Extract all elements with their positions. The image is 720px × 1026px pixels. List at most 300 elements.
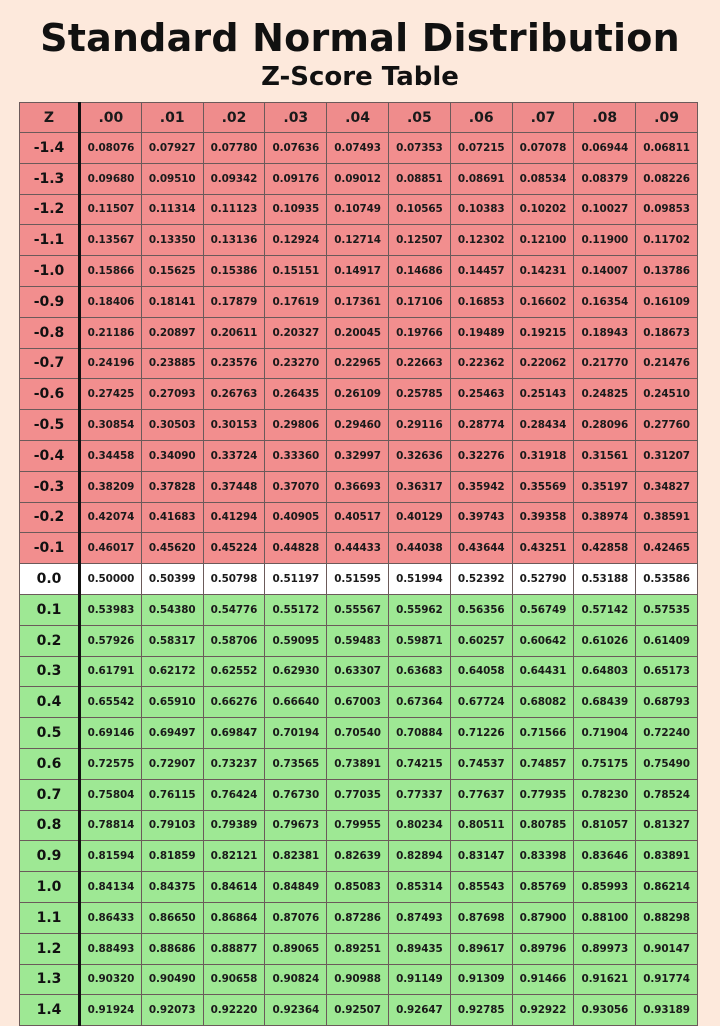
column-header: .03 xyxy=(265,103,327,133)
probability-cell: 0.16602 xyxy=(512,286,574,317)
probability-cell: 0.89251 xyxy=(327,933,389,964)
probability-cell: 0.83398 xyxy=(512,841,574,872)
z-score-table xyxy=(19,102,698,1026)
probability-cell: 0.85083 xyxy=(327,872,389,903)
probability-cell: 0.88686 xyxy=(141,933,203,964)
probability-cell: 0.37828 xyxy=(141,471,203,502)
probability-cell: 0.16853 xyxy=(450,286,512,317)
probability-cell: 0.79673 xyxy=(265,810,327,841)
probability-cell: 0.51197 xyxy=(265,564,327,595)
probability-cell: 0.24510 xyxy=(636,379,698,410)
z-value-cell: -1.1 xyxy=(20,225,80,256)
z-value-cell: 1.0 xyxy=(20,872,80,903)
probability-cell: 0.15151 xyxy=(265,256,327,287)
probability-cell: 0.70194 xyxy=(265,718,327,749)
probability-cell: 0.76115 xyxy=(141,779,203,810)
probability-cell: 0.22965 xyxy=(327,348,389,379)
probability-cell: 0.25785 xyxy=(388,379,450,410)
probability-cell: 0.91149 xyxy=(388,964,450,995)
probability-cell: 0.40129 xyxy=(388,502,450,533)
probability-cell: 0.14686 xyxy=(388,256,450,287)
probability-cell: 0.39743 xyxy=(450,502,512,533)
table-row xyxy=(20,995,698,1026)
probability-cell: 0.57926 xyxy=(80,625,142,656)
probability-cell: 0.14231 xyxy=(512,256,574,287)
probability-cell: 0.73237 xyxy=(203,748,265,779)
z-value-cell: -0.9 xyxy=(20,286,80,317)
probability-cell: 0.27425 xyxy=(80,379,142,410)
probability-cell: 0.18673 xyxy=(636,317,698,348)
column-header: .00 xyxy=(80,103,142,133)
probability-cell: 0.09176 xyxy=(265,163,327,194)
probability-cell: 0.30503 xyxy=(141,410,203,441)
probability-cell: 0.14457 xyxy=(450,256,512,287)
probability-cell: 0.16354 xyxy=(574,286,636,317)
probability-cell: 0.74857 xyxy=(512,748,574,779)
probability-cell: 0.50399 xyxy=(141,564,203,595)
probability-cell: 0.82894 xyxy=(388,841,450,872)
probability-cell: 0.17879 xyxy=(203,286,265,317)
probability-cell: 0.12507 xyxy=(388,225,450,256)
probability-cell: 0.65910 xyxy=(141,687,203,718)
probability-cell: 0.61791 xyxy=(80,656,142,687)
table-body xyxy=(20,133,698,1026)
probability-cell: 0.82381 xyxy=(265,841,327,872)
table-row xyxy=(20,656,698,687)
probability-cell: 0.91621 xyxy=(574,964,636,995)
table-row xyxy=(20,748,698,779)
z-value-cell: -0.8 xyxy=(20,317,80,348)
table-row xyxy=(20,163,698,194)
z-value-cell: -1.0 xyxy=(20,256,80,287)
probability-cell: 0.62552 xyxy=(203,656,265,687)
probability-cell: 0.15386 xyxy=(203,256,265,287)
probability-cell: 0.27760 xyxy=(636,410,698,441)
probability-cell: 0.06811 xyxy=(636,133,698,164)
probability-cell: 0.11702 xyxy=(636,225,698,256)
probability-cell: 0.66276 xyxy=(203,687,265,718)
probability-cell: 0.77337 xyxy=(388,779,450,810)
probability-cell: 0.29806 xyxy=(265,410,327,441)
probability-cell: 0.08691 xyxy=(450,163,512,194)
probability-cell: 0.08076 xyxy=(80,133,142,164)
probability-cell: 0.67003 xyxy=(327,687,389,718)
probability-cell: 0.84134 xyxy=(80,872,142,903)
table-row xyxy=(20,256,698,287)
probability-cell: 0.61409 xyxy=(636,625,698,656)
probability-cell: 0.87698 xyxy=(450,902,512,933)
table-row xyxy=(20,286,698,317)
table-row xyxy=(20,379,698,410)
probability-cell: 0.71226 xyxy=(450,718,512,749)
probability-cell: 0.21476 xyxy=(636,348,698,379)
table-row xyxy=(20,225,698,256)
probability-cell: 0.91924 xyxy=(80,995,142,1026)
probability-cell: 0.85993 xyxy=(574,872,636,903)
probability-cell: 0.11123 xyxy=(203,194,265,225)
z-value-cell: 0.0 xyxy=(20,564,80,595)
probability-cell: 0.09680 xyxy=(80,163,142,194)
probability-cell: 0.78524 xyxy=(636,779,698,810)
probability-cell: 0.18943 xyxy=(574,317,636,348)
probability-cell: 0.19215 xyxy=(512,317,574,348)
z-value-cell: -1.4 xyxy=(20,133,80,164)
probability-cell: 0.15866 xyxy=(80,256,142,287)
table-row xyxy=(20,964,698,995)
probability-cell: 0.42858 xyxy=(574,533,636,564)
probability-cell: 0.54776 xyxy=(203,594,265,625)
probability-cell: 0.88298 xyxy=(636,902,698,933)
table-row xyxy=(20,687,698,718)
probability-cell: 0.80785 xyxy=(512,810,574,841)
probability-cell: 0.09342 xyxy=(203,163,265,194)
z-value-cell: -0.3 xyxy=(20,471,80,502)
probability-cell: 0.64058 xyxy=(450,656,512,687)
probability-cell: 0.90147 xyxy=(636,933,698,964)
probability-cell: 0.39358 xyxy=(512,502,574,533)
probability-cell: 0.87286 xyxy=(327,902,389,933)
z-value-cell: 1.1 xyxy=(20,902,80,933)
probability-cell: 0.55567 xyxy=(327,594,389,625)
probability-cell: 0.17106 xyxy=(388,286,450,317)
probability-cell: 0.16109 xyxy=(636,286,698,317)
probability-cell: 0.26763 xyxy=(203,379,265,410)
z-value-cell: -1.2 xyxy=(20,194,80,225)
probability-cell: 0.52790 xyxy=(512,564,574,595)
z-column-header: Z xyxy=(20,103,80,133)
z-value-cell: 0.2 xyxy=(20,625,80,656)
probability-cell: 0.56356 xyxy=(450,594,512,625)
probability-cell: 0.89435 xyxy=(388,933,450,964)
probability-cell: 0.50000 xyxy=(80,564,142,595)
probability-cell: 0.09510 xyxy=(141,163,203,194)
probability-cell: 0.08226 xyxy=(636,163,698,194)
probability-cell: 0.10565 xyxy=(388,194,450,225)
probability-cell: 0.23576 xyxy=(203,348,265,379)
probability-cell: 0.83147 xyxy=(450,841,512,872)
table-row xyxy=(20,410,698,441)
column-header: .05 xyxy=(388,103,450,133)
probability-cell: 0.60642 xyxy=(512,625,574,656)
probability-cell: 0.53983 xyxy=(80,594,142,625)
probability-cell: 0.69497 xyxy=(141,718,203,749)
probability-cell: 0.68793 xyxy=(636,687,698,718)
probability-cell: 0.67724 xyxy=(450,687,512,718)
probability-cell: 0.11314 xyxy=(141,194,203,225)
probability-cell: 0.12714 xyxy=(327,225,389,256)
probability-cell: 0.12302 xyxy=(450,225,512,256)
probability-cell: 0.51994 xyxy=(388,564,450,595)
probability-cell: 0.79103 xyxy=(141,810,203,841)
probability-cell: 0.66640 xyxy=(265,687,327,718)
probability-cell: 0.29460 xyxy=(327,410,389,441)
probability-cell: 0.38974 xyxy=(574,502,636,533)
z-value-cell: -0.5 xyxy=(20,410,80,441)
probability-cell: 0.33724 xyxy=(203,440,265,471)
probability-cell: 0.92647 xyxy=(388,995,450,1026)
table-row xyxy=(20,810,698,841)
probability-cell: 0.07078 xyxy=(512,133,574,164)
probability-cell: 0.75490 xyxy=(636,748,698,779)
probability-cell: 0.87076 xyxy=(265,902,327,933)
probability-cell: 0.32997 xyxy=(327,440,389,471)
probability-cell: 0.87900 xyxy=(512,902,574,933)
probability-cell: 0.32636 xyxy=(388,440,450,471)
probability-cell: 0.08379 xyxy=(574,163,636,194)
probability-cell: 0.59095 xyxy=(265,625,327,656)
probability-cell: 0.14917 xyxy=(327,256,389,287)
probability-cell: 0.71904 xyxy=(574,718,636,749)
z-value-cell: -0.2 xyxy=(20,502,80,533)
probability-cell: 0.78814 xyxy=(80,810,142,841)
probability-cell: 0.84614 xyxy=(203,872,265,903)
probability-cell: 0.70540 xyxy=(327,718,389,749)
probability-cell: 0.55962 xyxy=(388,594,450,625)
table-row xyxy=(20,625,698,656)
probability-cell: 0.07780 xyxy=(203,133,265,164)
probability-cell: 0.11900 xyxy=(574,225,636,256)
probability-cell: 0.10383 xyxy=(450,194,512,225)
table-row xyxy=(20,533,698,564)
probability-cell: 0.50798 xyxy=(203,564,265,595)
z-value-cell: 0.5 xyxy=(20,718,80,749)
probability-cell: 0.85543 xyxy=(450,872,512,903)
probability-cell: 0.20611 xyxy=(203,317,265,348)
column-header: .02 xyxy=(203,103,265,133)
probability-cell: 0.85769 xyxy=(512,872,574,903)
table-row xyxy=(20,564,698,595)
probability-cell: 0.45224 xyxy=(203,533,265,564)
probability-cell: 0.54380 xyxy=(141,594,203,625)
probability-cell: 0.58706 xyxy=(203,625,265,656)
probability-cell: 0.86650 xyxy=(141,902,203,933)
probability-cell: 0.83646 xyxy=(574,841,636,872)
column-header: .04 xyxy=(327,103,389,133)
probability-cell: 0.11507 xyxy=(80,194,142,225)
probability-cell: 0.55172 xyxy=(265,594,327,625)
table-row xyxy=(20,594,698,625)
probability-cell: 0.56749 xyxy=(512,594,574,625)
probability-cell: 0.64803 xyxy=(574,656,636,687)
probability-cell: 0.81859 xyxy=(141,841,203,872)
probability-cell: 0.15625 xyxy=(141,256,203,287)
probability-cell: 0.43251 xyxy=(512,533,574,564)
probability-cell: 0.78230 xyxy=(574,779,636,810)
probability-cell: 0.18406 xyxy=(80,286,142,317)
probability-cell: 0.26435 xyxy=(265,379,327,410)
probability-cell: 0.57142 xyxy=(574,594,636,625)
probability-cell: 0.13567 xyxy=(80,225,142,256)
probability-cell: 0.87493 xyxy=(388,902,450,933)
probability-cell: 0.84849 xyxy=(265,872,327,903)
probability-cell: 0.35942 xyxy=(450,471,512,502)
probability-cell: 0.14007 xyxy=(574,256,636,287)
probability-cell: 0.18141 xyxy=(141,286,203,317)
probability-cell: 0.86433 xyxy=(80,902,142,933)
probability-cell: 0.13136 xyxy=(203,225,265,256)
probability-cell: 0.82639 xyxy=(327,841,389,872)
probability-cell: 0.72240 xyxy=(636,718,698,749)
probability-cell: 0.80234 xyxy=(388,810,450,841)
probability-cell: 0.81594 xyxy=(80,841,142,872)
probability-cell: 0.10202 xyxy=(512,194,574,225)
probability-cell: 0.77935 xyxy=(512,779,574,810)
probability-cell: 0.12924 xyxy=(265,225,327,256)
z-value-cell: 0.9 xyxy=(20,841,80,872)
table-row xyxy=(20,133,698,164)
probability-cell: 0.20045 xyxy=(327,317,389,348)
probability-cell: 0.86214 xyxy=(636,872,698,903)
probability-cell: 0.28774 xyxy=(450,410,512,441)
probability-cell: 0.28434 xyxy=(512,410,574,441)
probability-cell: 0.75804 xyxy=(80,779,142,810)
probability-cell: 0.24825 xyxy=(574,379,636,410)
probability-cell: 0.62172 xyxy=(141,656,203,687)
probability-cell: 0.85314 xyxy=(388,872,450,903)
probability-cell: 0.59871 xyxy=(388,625,450,656)
probability-cell: 0.38209 xyxy=(80,471,142,502)
probability-cell: 0.62930 xyxy=(265,656,327,687)
probability-cell: 0.06944 xyxy=(574,133,636,164)
probability-cell: 0.90658 xyxy=(203,964,265,995)
probability-cell: 0.68082 xyxy=(512,687,574,718)
probability-cell: 0.28096 xyxy=(574,410,636,441)
probability-cell: 0.72907 xyxy=(141,748,203,779)
table-row xyxy=(20,471,698,502)
probability-cell: 0.13786 xyxy=(636,256,698,287)
probability-cell: 0.65542 xyxy=(80,687,142,718)
probability-cell: 0.92785 xyxy=(450,995,512,1026)
probability-cell: 0.76730 xyxy=(265,779,327,810)
z-value-cell: 0.4 xyxy=(20,687,80,718)
probability-cell: 0.74215 xyxy=(388,748,450,779)
z-value-cell: 1.4 xyxy=(20,995,80,1026)
probability-cell: 0.84375 xyxy=(141,872,203,903)
probability-cell: 0.34827 xyxy=(636,471,698,502)
probability-cell: 0.58317 xyxy=(141,625,203,656)
table-header-row xyxy=(20,103,698,133)
probability-cell: 0.41294 xyxy=(203,502,265,533)
probability-cell: 0.71566 xyxy=(512,718,574,749)
probability-cell: 0.07353 xyxy=(388,133,450,164)
probability-cell: 0.36317 xyxy=(388,471,450,502)
probability-cell: 0.93056 xyxy=(574,995,636,1026)
probability-cell: 0.25463 xyxy=(450,379,512,410)
probability-cell: 0.74537 xyxy=(450,748,512,779)
probability-cell: 0.80511 xyxy=(450,810,512,841)
page-header xyxy=(0,0,720,102)
table-row xyxy=(20,718,698,749)
probability-cell: 0.77035 xyxy=(327,779,389,810)
probability-cell: 0.30153 xyxy=(203,410,265,441)
column-header: .06 xyxy=(450,103,512,133)
probability-cell: 0.76424 xyxy=(203,779,265,810)
probability-cell: 0.38591 xyxy=(636,502,698,533)
probability-cell: 0.33360 xyxy=(265,440,327,471)
probability-cell: 0.68439 xyxy=(574,687,636,718)
table-row xyxy=(20,194,698,225)
probability-cell: 0.20327 xyxy=(265,317,327,348)
probability-cell: 0.17619 xyxy=(265,286,327,317)
probability-cell: 0.34458 xyxy=(80,440,142,471)
probability-cell: 0.09012 xyxy=(327,163,389,194)
probability-cell: 0.07927 xyxy=(141,133,203,164)
probability-cell: 0.42465 xyxy=(636,533,698,564)
probability-cell: 0.22663 xyxy=(388,348,450,379)
probability-cell: 0.57535 xyxy=(636,594,698,625)
probability-cell: 0.26109 xyxy=(327,379,389,410)
probability-cell: 0.90320 xyxy=(80,964,142,995)
page-title: Standard Normal Distribution xyxy=(40,16,680,60)
probability-cell: 0.07215 xyxy=(450,133,512,164)
probability-cell: 0.89617 xyxy=(450,933,512,964)
probability-cell: 0.40517 xyxy=(327,502,389,533)
probability-cell: 0.89973 xyxy=(574,933,636,964)
z-value-cell: 0.7 xyxy=(20,779,80,810)
probability-cell: 0.90988 xyxy=(327,964,389,995)
z-value-cell: 1.2 xyxy=(20,933,80,964)
probability-cell: 0.37070 xyxy=(265,471,327,502)
table-row xyxy=(20,933,698,964)
page-subtitle: Z-Score Table xyxy=(261,62,459,92)
probability-cell: 0.88100 xyxy=(574,902,636,933)
probability-cell: 0.70884 xyxy=(388,718,450,749)
probability-cell: 0.42074 xyxy=(80,502,142,533)
probability-cell: 0.07636 xyxy=(265,133,327,164)
probability-cell: 0.89065 xyxy=(265,933,327,964)
probability-cell: 0.92922 xyxy=(512,995,574,1026)
probability-cell: 0.21186 xyxy=(80,317,142,348)
probability-cell: 0.81057 xyxy=(574,810,636,841)
probability-cell: 0.07493 xyxy=(327,133,389,164)
probability-cell: 0.63307 xyxy=(327,656,389,687)
z-value-cell: -0.1 xyxy=(20,533,80,564)
probability-cell: 0.79389 xyxy=(203,810,265,841)
probability-cell: 0.65173 xyxy=(636,656,698,687)
probability-cell: 0.34090 xyxy=(141,440,203,471)
probability-cell: 0.12100 xyxy=(512,225,574,256)
probability-cell: 0.44038 xyxy=(388,533,450,564)
probability-cell: 0.69847 xyxy=(203,718,265,749)
probability-cell: 0.73565 xyxy=(265,748,327,779)
probability-cell: 0.21770 xyxy=(574,348,636,379)
probability-cell: 0.25143 xyxy=(512,379,574,410)
probability-cell: 0.90824 xyxy=(265,964,327,995)
probability-cell: 0.31561 xyxy=(574,440,636,471)
probability-cell: 0.53188 xyxy=(574,564,636,595)
probability-cell: 0.08534 xyxy=(512,163,574,194)
probability-cell: 0.31207 xyxy=(636,440,698,471)
probability-cell: 0.92507 xyxy=(327,995,389,1026)
z-value-cell: 0.1 xyxy=(20,594,80,625)
probability-cell: 0.86864 xyxy=(203,902,265,933)
probability-cell: 0.63683 xyxy=(388,656,450,687)
probability-cell: 0.51595 xyxy=(327,564,389,595)
probability-cell: 0.52392 xyxy=(450,564,512,595)
probability-cell: 0.08851 xyxy=(388,163,450,194)
column-header: .01 xyxy=(141,103,203,133)
probability-cell: 0.36693 xyxy=(327,471,389,502)
probability-cell: 0.81327 xyxy=(636,810,698,841)
probability-cell: 0.19489 xyxy=(450,317,512,348)
table-row xyxy=(20,440,698,471)
probability-cell: 0.92364 xyxy=(265,995,327,1026)
column-header: .09 xyxy=(636,103,698,133)
probability-cell: 0.91309 xyxy=(450,964,512,995)
probability-cell: 0.35197 xyxy=(574,471,636,502)
probability-cell: 0.41683 xyxy=(141,502,203,533)
z-value-cell: 0.8 xyxy=(20,810,80,841)
